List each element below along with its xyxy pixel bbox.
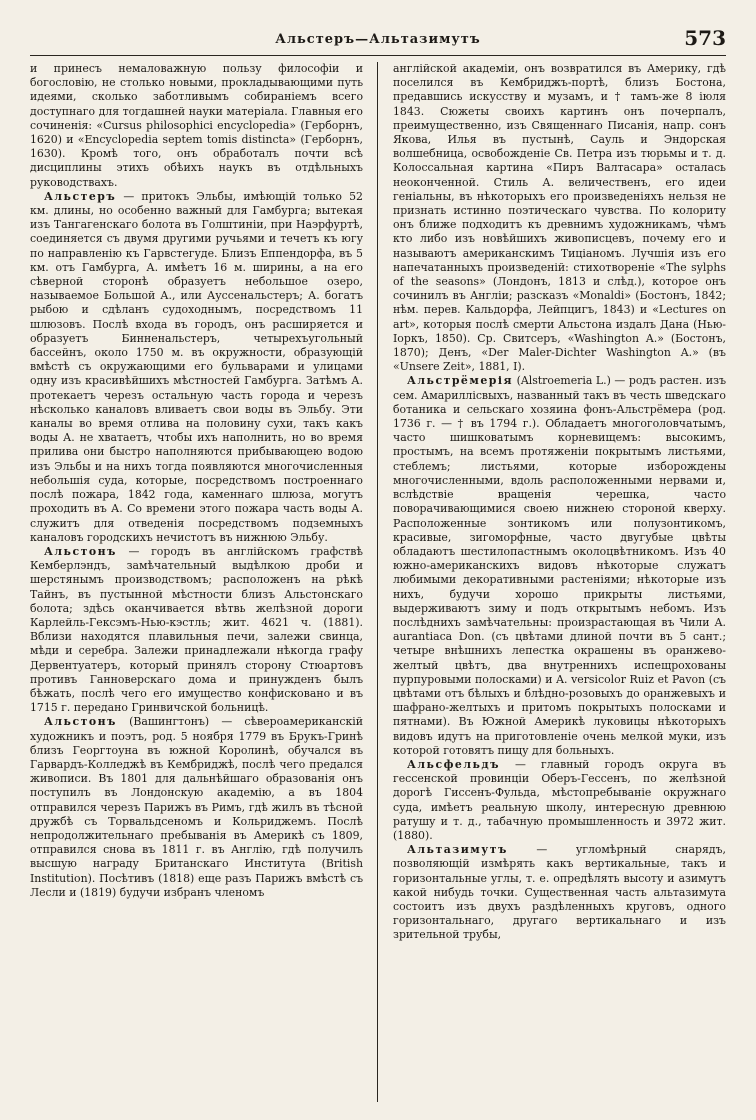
entry-text: — городъ въ англійскомъ графствѣ Кемберлэндъ, замѣчательный выдѣлкою дроби и шерстянымъ производствомъ; расположенъ на рѣкѣ Тайнъ, въ пустынной мѣстности близъ Альстонскаго болота; здѣсь оканчивается вѣтвь желѣзной дороги Карлейль-Гексэмъ-Нью-кэстль; жит. 4621 ч. (1881). Вблизи находятся плавильныя печи, залежи свинца, мѣди и серебра. Залежи принадлежали нѣкогда графу Дервентуатеръ, который принялъ сторону Стюартовъ противъ Ганноверскаго дома и принужденъ былъ бѣжать, послѣ чего его имущество конфисковано и въ 1715 г. передано Гринвичской больницѣ. [30,544,363,715]
entry-alstroemeria [393,374,726,757]
entry-headword: Альтазимутъ [407,843,508,857]
entry-alsfeld [393,758,726,843]
entry-text: — притокъ Эльбы, имѣющій только 52 км. длины, но особенно важный для Гамбурга; вытекая изъ Тангагенскаго болота въ Голштиніи, при Наэрфуртѣ, соединяется съ двумя другими ручьями и течетъ къ югу по направленію къ Гарвстегуде. Близъ Еппендорфа, въ 5 км. отъ Гамбурга, А. имѣетъ 16 м. ширины, а на его сѣверной сторонѣ образуетъ небольшое озеро, называемое Большой А., или Ауссенальстеръ; А. богатъ рыбою и сдѣланъ судоходнымъ, посредствомъ 11 шлюзовъ. Послѣ входа въ городъ, онъ расширяется и образуетъ Бинненальстеръ, четырехъугольный бассейнъ, около 1750 м. въ окружности, образующій вмѣстѣ съ окружающими его бульварами и улицами одну изъ красивѣйшихъ мѣстностей Гамбурга. Затѣмъ А. протекаетъ черезъ остальную часть города и черезъ нѣсколько каналовъ вливаетъ свои воды въ Эльбу. Эти каналы во время отлива на половину сухи, такъ какъ воды А. не хватаетъ, чтобы ихъ наполнить, но во время прилива они быстро наполняются прибывающею водою изъ Эльбы и на нихъ тогда появляются многочисленныя небольшія суда, которые, посредствомъ построеннаго послѣ пожара, 1842 года, каменнаго шлюза, могутъ проходить въ А. Со времени этого пожара часть воды А. служитъ для отведенія посредствомъ подземныхъ каналовъ городскихъ нечистотъ въ нижнюю Эльбу. [30,189,363,544]
entry-headword: Альстонъ [44,544,117,558]
entry-continuation [393,62,726,374]
right-column [393,62,726,1107]
entry-alston-town [30,545,363,715]
entry-headword: Альстрёмерія [407,374,514,388]
entry-headword: Альстонъ [44,715,117,729]
entry-continuation [30,62,363,190]
entry-text: (Вашингтонъ) — сѣвероамериканскій художникъ и поэтъ, род. 5 ноября 1779 въ Брукъ-Гринѣ близъ Георгтоуна въ южной Королинѣ, обучался въ Гарвардъ-Колледжѣ въ Кембриджѣ, послѣ чего предался живописи. Въ 1801 для дальнѣйшаго образованія онъ поступилъ въ Лондонскую академію, а въ 1804 отправился черезъ Парижъ въ Римъ, гдѣ жилъ въ тѣсной дружбѣ съ Торвальдсеномъ и Кольриджемъ. Послѣ непродолжительнаго пребыванія въ Америкѣ съ 1809, отправился снова въ 1811 г. въ Англію, гдѣ получилъ высшую награду Британскаго Института (British Institution). Посѣтивъ (1818) еще разъ Парижъ вмѣстѣ съ Лесли и (1819) будучи избранъ членомъ [30,715,363,899]
entry-alston-artist [30,715,363,900]
entry-altazimuth [393,843,726,942]
entry-text: — главный городъ округа въ гессенской провинціи Оберъ-Гессенъ, по желѣзной дорогѣ Гиссенъ-Фульда, мѣстопребываніе окружнаго суда, имѣетъ реальную школу, интересную древнюю ратушу и т. д., табачную промышленность и 3972 жит. (1880). [393,757,726,842]
page-header [30,26,726,56]
entry-text: англійской академіи, онъ возвратился въ Америку, гдѣ поселился въ Кембриджъ-портѣ, близъ Бостона, предавшись искусству и музамъ, и † тамъ-же 8 іюля 1843. Сюжеты своихъ картинъ онъ почерпалъ, преимущественно, изъ Священнаго Писанія, напр. сонъ Якова, Илья въ пустынѣ, Сауль и Эндорская волшебница, освобожденіе Св. Петра изъ тюрьмы и т. д. Колоссальная картина «Пиръ Валтасара» осталась неоконченной. Стиль А. величественъ, его идеи геніальны, въ нѣкоторыхъ его произведеніяхъ нельзя не признать истинно поэтическаго чувства. По колориту онъ ближе подходитъ къ древнимъ художникамъ, чѣмъ кто либо изъ новѣйшихъ живописцевъ, почему его и называютъ американскимъ Тиціаномъ. Лучшія изъ его напечатанныхъ произведеній: стихотвореніе «The sylphs of the seasons» (Лондонъ, 1813 и слѣд.), которое онъ сочинилъ въ Англіи; разсказъ «Monaldi» (Бостонъ, 1842; нѣм. перев. Кальдорфа, Лейпцигъ, 1843) и «Lectures on art», которыя послѣ смерти Альстона издалъ Дана (Нью-Іоркъ, 1850). Ср. Свитсеръ, «Washington A.» (Бостонъ, 1870); Денъ, «Der Maler-Dichter Washington A.» (въ «Unsere Zeit», 1881, I). [393,62,726,374]
entry-headword: Альстеръ [44,189,117,203]
header-rule [30,55,726,56]
running-title: Альстеръ—Альтазимутъ [275,32,481,47]
column-divider [377,62,378,1102]
page-number: 573 [684,26,726,50]
entry-text: — угломѣрный снарядъ, позволяющій измѣрять какъ вертикальные, такъ и горизонтальные углы, т. е. опредѣлять высоту и азимутъ какой нибудь точки. Существенная часть альтазимута состоитъ изъ двухъ раздѣленныхъ круговъ, одного горизонтальнаго, другаго вертикальнаго и изъ зрительной трубы, [393,843,726,942]
entry-headword: Альсфельдъ [407,757,501,771]
entry-text: (Alstroemeria L.) — родъ растен. изъ сем. Амариллісвыхъ, названный такъ въ честь шведскаго ботаника и сельскаго хозяина фонъ-Альстрёмера (род. 1736 г. — † въ 1794 г.). Обладаетъ многоголовчатымъ, часто шишковатымъ корневищемъ: высокимъ, простымъ, на всемъ протяженіи покрытымъ листьями, стеблемъ; листьями, которые изборождены многочисленными, вдоль расположенными нервами и, вслѣдствіе вращенія черешка, часто поворачивающимися своею нижнею стороной кверху. Расположенные зонтикомъ или полузонтикомъ, красивые, зигоморфные, часто двугубые цвѣты обладаютъ шестилопастнымъ околоцвѣтникомъ. Изъ 40 южно-американскихъ видовъ нѣкоторые служатъ любимыми декоративными растеніями; нѣкоторые изъ нихъ, будучи хорошо прикрыты листьями, выдерживаютъ зиму и подъ открытымъ небомъ. Изъ послѣднихъ замѣчательны: произрастающая въ Чили A. aurantiaca Don. (съ цвѣтами длиной почти въ 5 сант.; четыре внѣшнихъ лепестка окрашены въ оранжево-желтый цвѣтъ, два внутреннихъ испещрохованы пурпуровыми полосками) и A. versicolor Ruiz et Pavon (съ цвѣтами отъ бѣлыхъ и блѣдно-розовыхъ до оранжевыхъ и шафрано-желтыхъ и притомъ покрытыхъ полосками и пятнами). Въ Южной Америкѣ луковицы нѣкоторыхъ видовъ идутъ на приготовленіе очень мелкой муки, изъ которой готовятъ пищу для больныхъ. [393,374,726,757]
entry-text: и принесъ немаловажную пользу философіи и богословію, не столько новыми, прокладывающими путь идеями, сколько заботливымъ собираніемъ всего доступнаго для тогдашней науки матеріала. Главныя его сочиненія: «Cursus philosophici encyclopedia» (Герборнъ, 1620) и «Encyclopedia septem tomis distincta» (Герборнъ, 1630). Кромѣ того, онъ обработалъ почти всѣ дисциплины этихъ обѣихъ наукъ въ отдѣльныхъ руководствахъ. [30,62,363,189]
left-column [30,62,363,1107]
entry-alster [30,190,363,545]
